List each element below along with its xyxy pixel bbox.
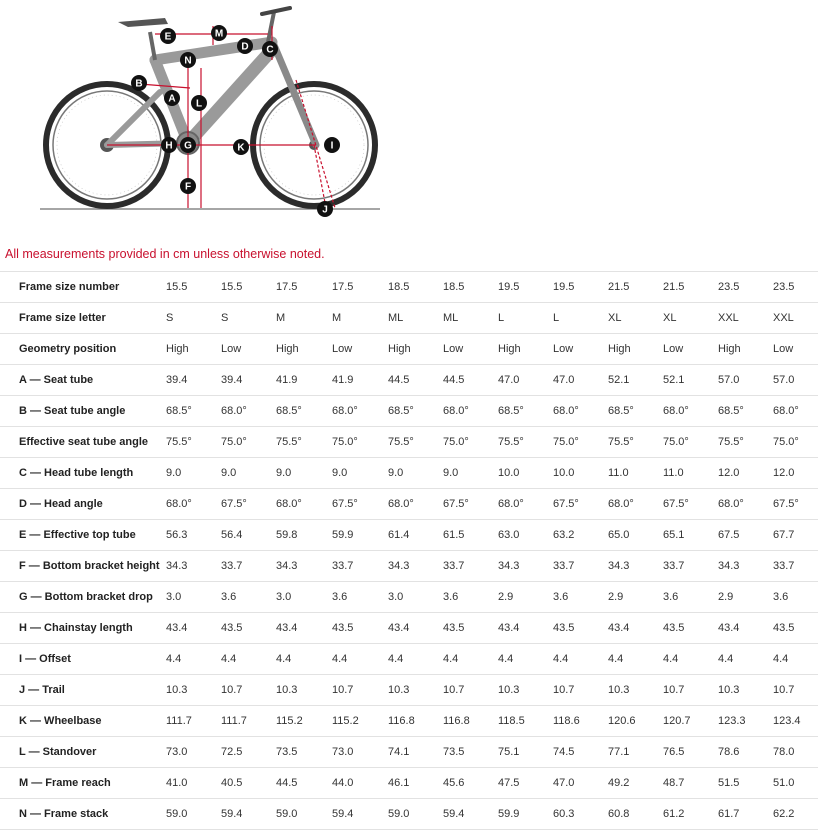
svg-text:K: K [237,142,245,154]
svg-text:D: D [241,41,249,53]
table-cell: S [215,303,270,334]
table-cell: 73.5 [270,737,326,768]
table-cell: 74.5 [547,737,602,768]
table-cell: 68.5° [602,396,657,427]
table-cell: 59.4 [326,799,382,830]
table-cell: 75.0° [215,427,270,458]
table-cell: 10.7 [437,675,492,706]
table-cell: 123.4 [767,706,818,737]
table-cell: 123.3 [712,706,767,737]
table-cell: 3.0 [160,582,215,613]
table-cell: 68.0° [215,396,270,427]
table-cell: 59.0 [382,799,437,830]
row-label: Geometry position [0,334,160,365]
table-cell: 19.5 [547,272,602,303]
table-cell: Low [767,334,818,365]
table-cell: 68.0° [326,396,382,427]
row-label: H — Chainstay length [0,613,160,644]
table-cell: 3.0 [270,582,326,613]
table-cell: High [712,334,767,365]
table-cell: 111.7 [215,706,270,737]
table-row [0,458,818,489]
marker-I [324,137,340,153]
table-cell: 77.1 [602,737,657,768]
table-cell: XL [657,303,712,334]
table-cell: 43.4 [712,613,767,644]
table-cell: Low [437,334,492,365]
table-cell: 75.5° [602,427,657,458]
table-cell: 43.5 [767,613,818,644]
table-cell: 68.5° [712,396,767,427]
marker-C [262,41,278,57]
svg-text:B: B [135,78,143,90]
table-cell: 59.8 [270,520,326,551]
table-cell: 75.0° [767,427,818,458]
table-cell: 44.5 [437,365,492,396]
table-cell: 75.5° [712,427,767,458]
table-cell: 68.0° [767,396,818,427]
table-cell: High [602,334,657,365]
svg-text:L: L [195,98,203,110]
table-row [0,272,818,303]
row-label: J — Trail [0,675,160,706]
table-cell: 68.5° [270,396,326,427]
table-cell: 68.0° [160,489,215,520]
table-row [0,613,818,644]
table-cell: 4.4 [326,644,382,675]
table-cell: High [270,334,326,365]
table-cell: 9.0 [270,458,326,489]
table-cell: 4.4 [492,644,547,675]
table-cell: 11.0 [657,458,712,489]
table-cell: 34.3 [602,551,657,582]
table-cell: 59.4 [215,799,270,830]
table-cell: 2.9 [492,582,547,613]
table-cell: 65.0 [602,520,657,551]
bike-geometry-diagram [0,0,400,240]
table-cell: 33.7 [326,551,382,582]
table-cell: 40.5 [215,768,270,799]
row-label: C — Head tube length [0,458,160,489]
row-label: E — Effective top tube [0,520,160,551]
table-cell: 111.7 [160,706,215,737]
svg-text:M: M [214,28,224,40]
table-cell: 4.4 [547,644,602,675]
marker-J [317,201,333,217]
table-cell: 59.0 [270,799,326,830]
table-cell: 3.0 [382,582,437,613]
table-cell: 3.6 [326,582,382,613]
svg-text:H: H [165,140,173,152]
table-cell: 33.7 [767,551,818,582]
table-cell: 9.0 [215,458,270,489]
table-cell: 46.1 [382,768,437,799]
table-cell: Low [547,334,602,365]
row-label: M — Frame reach [0,768,160,799]
table-cell: 4.4 [382,644,437,675]
table-cell: 56.4 [215,520,270,551]
table-row [0,396,818,427]
marker-L [191,95,207,111]
handlebar [262,8,290,42]
table-cell: 51.0 [767,768,818,799]
table-cell: L [492,303,547,334]
table-cell: 33.7 [657,551,712,582]
table-row [0,551,818,582]
table-cell: 21.5 [602,272,657,303]
table-cell: 41.9 [326,365,382,396]
table-cell: 3.6 [657,582,712,613]
svg-text:G: G [184,140,192,152]
table-row [0,489,818,520]
table-cell: 10.7 [326,675,382,706]
table-cell: 75.5° [270,427,326,458]
table-cell: 68.5° [382,396,437,427]
table-cell: 68.0° [547,396,602,427]
table-cell: 47.0 [547,365,602,396]
table-cell: Low [326,334,382,365]
row-label: K — Wheelbase [0,706,160,737]
table-row [0,675,818,706]
row-label: A — Seat tube [0,365,160,396]
table-cell: 73.0 [160,737,215,768]
table-cell: 51.5 [712,768,767,799]
table-row [0,768,818,799]
table-row [0,520,818,551]
table-cell: 43.4 [382,613,437,644]
table-cell: 118.5 [492,706,547,737]
row-label: G — Bottom bracket drop [0,582,160,613]
table-cell: 75.1 [492,737,547,768]
table-cell: 9.0 [326,458,382,489]
table-cell: ML [437,303,492,334]
table-cell: 47.5 [492,768,547,799]
table-cell: 34.3 [492,551,547,582]
table-cell: 59.9 [326,520,382,551]
table-cell: 65.1 [657,520,712,551]
table-cell: 4.4 [270,644,326,675]
table-cell: 39.4 [160,365,215,396]
table-cell: 3.6 [767,582,818,613]
table-cell: 76.5 [657,737,712,768]
svg-text:N: N [184,55,192,67]
table-cell: 11.0 [602,458,657,489]
table-cell: 61.4 [382,520,437,551]
row-label: Effective seat tube angle [0,427,160,458]
table-cell: 10.7 [767,675,818,706]
table-cell: 23.5 [712,272,767,303]
table-cell: 75.0° [547,427,602,458]
table-cell: 2.9 [712,582,767,613]
table-cell: 10.7 [215,675,270,706]
marker-B [131,75,147,91]
geometry-table [0,271,818,830]
table-cell: 10.3 [602,675,657,706]
table-cell: 68.0° [492,489,547,520]
row-label: L — Standover [0,737,160,768]
table-cell: 3.6 [547,582,602,613]
table-cell: 118.6 [547,706,602,737]
row-label: D — Head angle [0,489,160,520]
table-cell: 75.5° [382,427,437,458]
table-cell: 59.4 [437,799,492,830]
table-cell: 72.5 [215,737,270,768]
table-cell: 43.5 [657,613,712,644]
table-cell: 18.5 [437,272,492,303]
table-cell: 67.5° [215,489,270,520]
table-cell: 48.7 [657,768,712,799]
table-cell: 57.0 [767,365,818,396]
table-cell: 10.3 [160,675,215,706]
table-cell: 68.0° [270,489,326,520]
table-cell: 67.5° [767,489,818,520]
table-cell: 67.7 [767,520,818,551]
table-cell: 44.0 [326,768,382,799]
table-cell: 33.7 [215,551,270,582]
table-row [0,334,818,365]
table-cell: 43.5 [326,613,382,644]
table-cell: 68.0° [437,396,492,427]
table-cell: 17.5 [326,272,382,303]
table-cell: 10.3 [270,675,326,706]
table-cell: 41.0 [160,768,215,799]
table-cell: 15.5 [215,272,270,303]
table-cell: 44.5 [270,768,326,799]
table-cell: 67.5 [712,520,767,551]
table-cell: 74.1 [382,737,437,768]
table-cell: 47.0 [492,365,547,396]
table-cell: 34.3 [712,551,767,582]
table-row [0,365,818,396]
table-cell: 33.7 [437,551,492,582]
table-cell: 120.6 [602,706,657,737]
table-cell: 10.3 [382,675,437,706]
table-cell: ML [382,303,437,334]
table-cell: 68.5° [492,396,547,427]
table-cell: 10.3 [492,675,547,706]
table-cell: 3.6 [215,582,270,613]
table-cell: 59.9 [492,799,547,830]
table-cell: 39.4 [215,365,270,396]
table-cell: 34.3 [270,551,326,582]
table-cell: 62.2 [767,799,818,830]
table-cell: 116.8 [437,706,492,737]
table-cell: 61.5 [437,520,492,551]
table-cell: 116.8 [382,706,437,737]
table-cell: 67.5° [657,489,712,520]
table-cell: 34.3 [382,551,437,582]
table-cell: 15.5 [160,272,215,303]
table-cell: L [547,303,602,334]
marker-G [180,137,196,153]
table-row [0,706,818,737]
table-cell: 67.5° [437,489,492,520]
marker-H [161,137,177,153]
table-cell: 4.4 [160,644,215,675]
table-cell: 43.4 [270,613,326,644]
table-cell: 4.4 [767,644,818,675]
table-cell: 41.9 [270,365,326,396]
table-cell: High [160,334,215,365]
row-label: B — Seat tube angle [0,396,160,427]
row-label: Frame size letter [0,303,160,334]
table-cell: High [382,334,437,365]
table-cell: 43.5 [437,613,492,644]
table-cell: 115.2 [326,706,382,737]
table-cell: 61.7 [712,799,767,830]
table-cell: 43.4 [602,613,657,644]
table-row [0,644,818,675]
svg-text:J: J [322,204,328,216]
table-cell: 43.5 [547,613,602,644]
table-cell: 10.3 [712,675,767,706]
table-cell: 10.0 [547,458,602,489]
table-cell: 4.4 [602,644,657,675]
table-cell: 75.0° [657,427,712,458]
table-row [0,582,818,613]
row-label: N — Frame stack [0,799,160,830]
table-cell: 9.0 [160,458,215,489]
table-cell: 120.7 [657,706,712,737]
table-cell: 63.2 [547,520,602,551]
table-row [0,737,818,768]
table-cell: 4.4 [215,644,270,675]
table-cell: 19.5 [492,272,547,303]
table-cell: 115.2 [270,706,326,737]
table-cell: 47.0 [547,768,602,799]
table-cell: 63.0 [492,520,547,551]
table-cell: 73.5 [437,737,492,768]
marker-F [180,178,196,194]
table-cell: XXL [712,303,767,334]
table-cell: S [160,303,215,334]
measurement-note: All measurements provided in cm unless otherwise noted. [5,247,325,261]
table-cell: 43.4 [492,613,547,644]
table-cell: High [492,334,547,365]
table-cell: XL [602,303,657,334]
table-cell: XXL [767,303,818,334]
geometry-table-body [0,272,818,830]
table-cell: M [270,303,326,334]
table-cell: 78.0 [767,737,818,768]
table-cell: 2.9 [602,582,657,613]
table-cell: 4.4 [712,644,767,675]
table-cell: Low [657,334,712,365]
table-cell: 61.2 [657,799,712,830]
table-row [0,799,818,830]
table-cell: 67.5° [326,489,382,520]
table-cell: 10.7 [657,675,712,706]
table-cell: 18.5 [382,272,437,303]
marker-N [180,52,196,68]
table-cell: 9.0 [382,458,437,489]
table-row [0,303,818,334]
svg-text:F: F [184,181,192,193]
table-cell: 68.0° [712,489,767,520]
svg-text:C: C [266,44,274,56]
table-cell: 73.0 [326,737,382,768]
table-cell: 75.5° [160,427,215,458]
table-cell: 17.5 [270,272,326,303]
table-cell: 75.0° [326,427,382,458]
marker-M [211,25,227,41]
table-cell: 78.6 [712,737,767,768]
table-cell: 9.0 [437,458,492,489]
table-cell: 49.2 [602,768,657,799]
table-row [0,427,818,458]
table-cell: Low [215,334,270,365]
table-cell: 68.0° [602,489,657,520]
row-label: Frame size number [0,272,160,303]
table-cell: 60.8 [602,799,657,830]
table-cell: 43.5 [215,613,270,644]
table-cell: M [326,303,382,334]
table-cell: 75.0° [437,427,492,458]
table-cell: 56.3 [160,520,215,551]
table-cell: 68.0° [657,396,712,427]
table-cell: 59.0 [160,799,215,830]
svg-text:I: I [330,140,334,152]
table-cell: 3.6 [437,582,492,613]
table-cell: 68.0° [382,489,437,520]
table-cell: 4.4 [657,644,712,675]
table-cell: 57.0 [712,365,767,396]
table-cell: 12.0 [767,458,818,489]
table-cell: 45.6 [437,768,492,799]
table-cell: 34.3 [160,551,215,582]
table-cell: 33.7 [547,551,602,582]
table-cell: 52.1 [602,365,657,396]
row-label: F — Bottom bracket height [0,551,160,582]
row-label: I — Offset [0,644,160,675]
table-cell: 23.5 [767,272,818,303]
table-cell: 52.1 [657,365,712,396]
marker-A [164,90,180,106]
table-cell: 60.3 [547,799,602,830]
table-cell: 4.4 [437,644,492,675]
svg-text:A: A [168,93,176,105]
svg-text:E: E [164,31,172,43]
marker-E [160,28,176,44]
table-cell: 43.4 [160,613,215,644]
marker-K [233,139,249,155]
table-cell: 12.0 [712,458,767,489]
table-cell: 67.5° [547,489,602,520]
table-cell: 44.5 [382,365,437,396]
table-cell: 68.5° [160,396,215,427]
table-cell: 10.0 [492,458,547,489]
table-cell: 75.5° [492,427,547,458]
marker-D [237,38,253,54]
table-cell: 21.5 [657,272,712,303]
table-cell: 10.7 [547,675,602,706]
